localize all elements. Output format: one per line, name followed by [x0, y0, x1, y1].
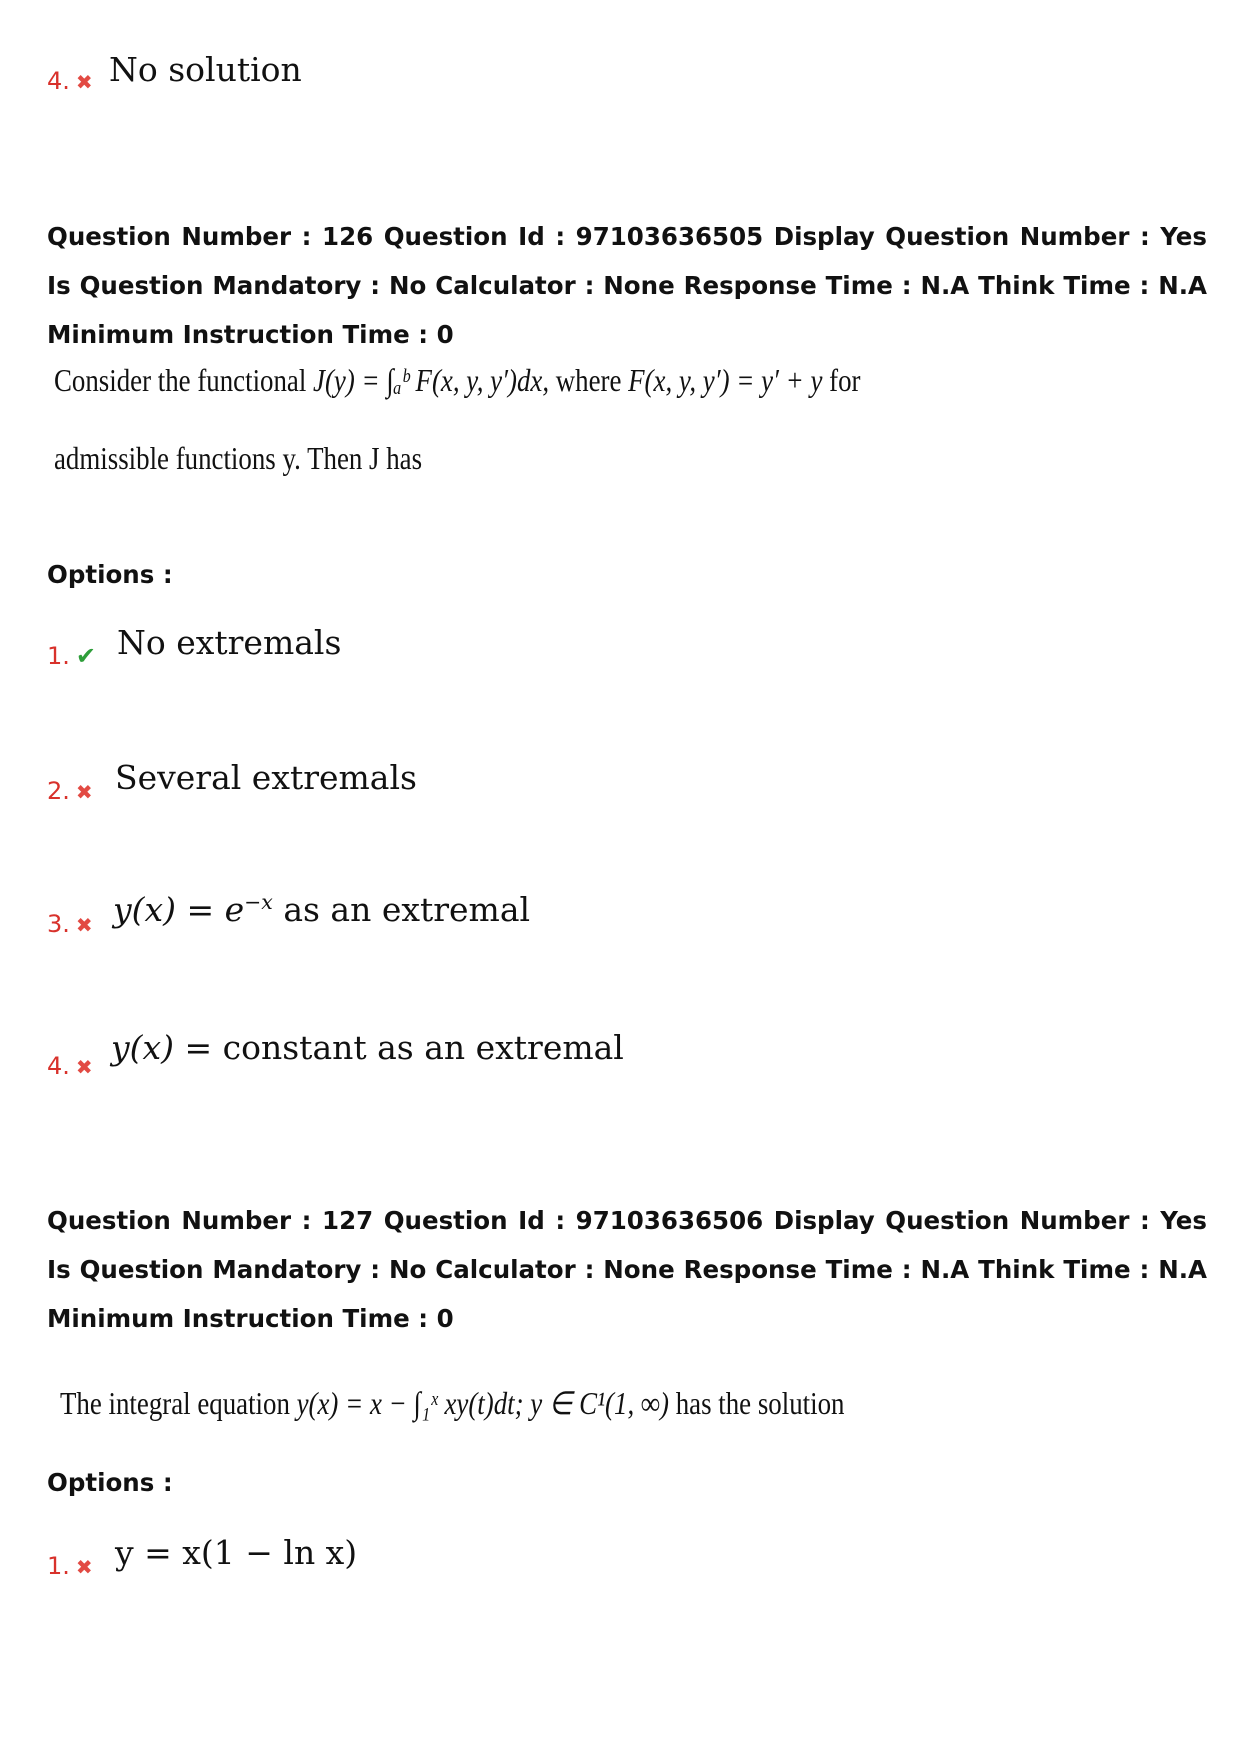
cross-icon: ✖: [75, 70, 93, 94]
option-number: 4. ✖: [47, 1052, 93, 1080]
functional-formula: J(y) = ∫ₐᵇ F(x, y, y′)dx,: [313, 362, 550, 398]
options-label: Options :: [47, 560, 173, 589]
option-text: No extremals: [117, 623, 342, 662]
question-127-text: The integral equation y(x) = x − ∫₁ˣ xy(t)dt; y ∈ C¹(1, ∞) has the solution: [60, 1385, 845, 1421]
integral-equation-formula: y(x) = x − ∫₁ˣ xy(t)dt; y ∈ C¹(1, ∞): [296, 1385, 669, 1421]
question-126-text-line1: Consider the functional J(y) = ∫ₐᵇ F(x, y, y′)dx, where F(x, y, y′) = y′ + y for: [54, 362, 861, 398]
option-number: 2. ✖: [47, 777, 93, 805]
option-number: 1. ✖: [47, 1552, 93, 1580]
cross-icon: ✖: [75, 1555, 93, 1579]
integrand-formula: F(x, y, y′) = y′ + y: [628, 362, 823, 398]
question-126-text-line2: admissible functions y. Then J has: [54, 440, 423, 476]
option-number: 3. ✖: [47, 910, 93, 938]
cross-icon: ✖: [75, 1055, 93, 1079]
cross-icon: ✖: [75, 913, 93, 937]
option-number: 1. ✔: [47, 642, 97, 670]
option-text: y(x) = constant as an extremal: [111, 1028, 624, 1067]
option-formula: y = x(1 − ln x): [115, 1533, 358, 1572]
question-126-meta: Question Number : 126 Question Id : 97103636505 Display Question Number : Yes Is Question Mandatory : No Calculator : None Response Time : N.A Think Time : N.A Minimum Instruction Time : 0: [47, 222, 1207, 349]
option-text: No solution: [109, 50, 302, 89]
option-text: $y(x) = e^{-x}$ as an extremal: [113, 890, 531, 929]
cross-icon: ✖: [75, 780, 93, 804]
option-text: Several extremals: [115, 758, 417, 797]
check-icon: ✔: [75, 642, 97, 670]
question-127-meta: Question Number : 127 Question Id : 97103636506 Display Question Number : Yes Is Question Mandatory : No Calculator : None Response Time : N.A Think Time : N.A Minimum Instruction Time : 0: [47, 1206, 1207, 1333]
option-number: 4. ✖: [47, 67, 93, 95]
options-label: Options :: [47, 1468, 173, 1497]
